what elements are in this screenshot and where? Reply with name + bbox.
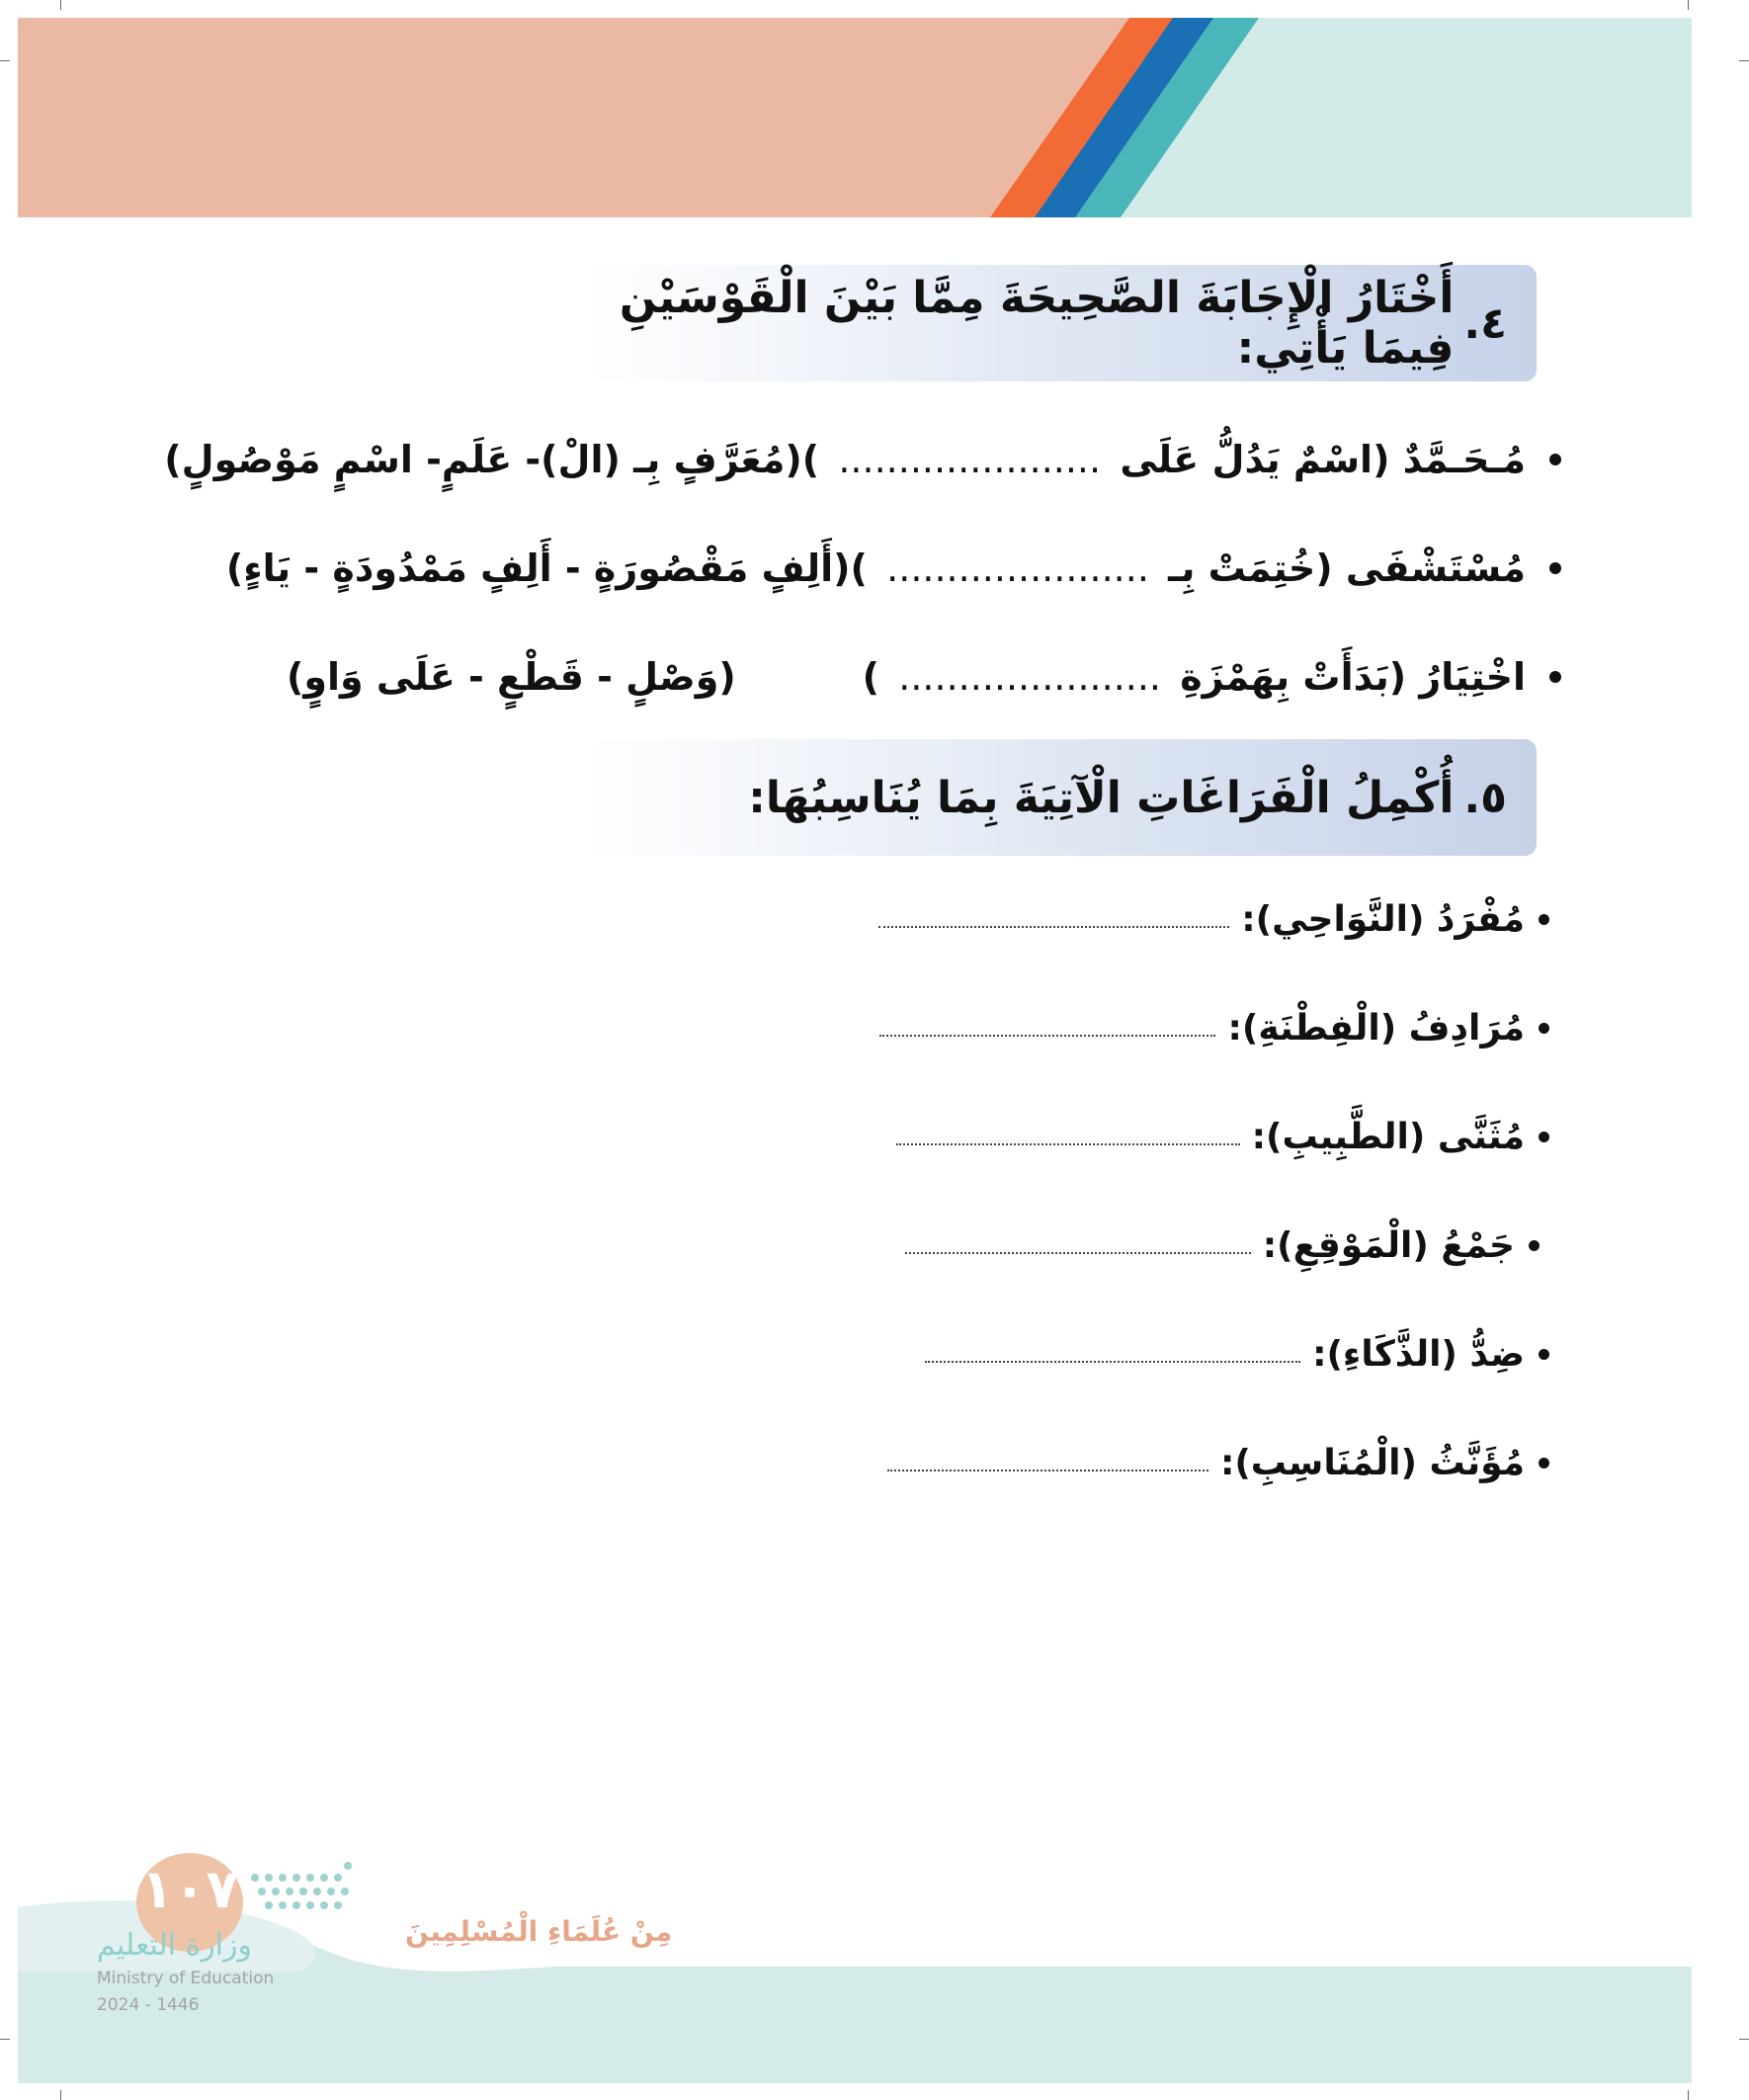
page-number: ١٠٧ <box>140 1858 239 1920</box>
answer-line[interactable] <box>925 1361 1300 1363</box>
trim-mark <box>1688 0 1689 10</box>
series-title: مِنْ عُلَمَاءِ الْمُسْلِمِينَ <box>405 1915 673 1948</box>
exercise-5-item <box>905 1211 1540 1280</box>
ministry-name-arabic: وزارة التعليم <box>97 1928 253 1963</box>
close-paren: ) <box>801 438 820 481</box>
answer-blank[interactable]: ...................... <box>838 438 1102 481</box>
question-text <box>802 438 1526 481</box>
exercise-5-title: أُكْمِلُ الْفَرَاغَاتِ الْآتِيَةَ بِمَا يُنَاسِبُهَا: <box>748 772 1455 823</box>
close-paren: ) <box>862 655 880 699</box>
answer-blank[interactable]: ...................... <box>886 546 1149 590</box>
answer-line[interactable] <box>905 1252 1251 1254</box>
fill-label: مُؤَنَّثُ (الْمُنَاسِبِ): <box>1219 1442 1525 1483</box>
bullet-icon <box>1529 1240 1540 1251</box>
question-stem: مُـحَـمَّدٌ (اسْمٌ يَدُلُّ عَلَى <box>1120 438 1526 481</box>
fill-label: مُثَنَّى (الطَّبِيبِ): <box>1251 1116 1525 1157</box>
trim-mark <box>60 0 61 10</box>
exercise-4-number: ٤. <box>1463 297 1507 349</box>
exercise-4-heading <box>588 265 1537 381</box>
bullet-icon <box>1539 1458 1549 1469</box>
bullet-icon <box>1549 562 1561 574</box>
answer-line[interactable] <box>896 1143 1240 1145</box>
exercise-4-title: أَخْتَارُ الْإِجَابَةَ الصَّحِيحَةَ مِمَّا بَيْنَ الْقَوْسَيْنِ فِيمَا يَأْتِي: <box>619 273 1455 374</box>
exercise-5-heading <box>588 739 1537 856</box>
exercise-4-item <box>227 529 1561 608</box>
bullet-icon <box>1539 1349 1549 1360</box>
question-stem: اخْتِيَارُ (بَدَأَتْ بِهَمْزَةِ <box>1180 655 1526 699</box>
answer-line[interactable] <box>878 926 1229 928</box>
fill-label: جَمْعُ (الْمَوْقِعِ): <box>1262 1224 1515 1266</box>
exercise-4-item <box>164 420 1561 499</box>
ministry-dots-icon <box>251 1862 352 1909</box>
close-paren: ) <box>850 546 868 590</box>
exercise-5-item <box>925 1319 1549 1388</box>
answer-blank[interactable]: ...................... <box>898 655 1162 699</box>
answer-line[interactable] <box>887 1470 1208 1471</box>
answer-choices: (أَلِفٍ مَقْصُورَةٍ - أَلِفٍ مَمْدُودَةٍ - يَاءٍ) <box>225 546 851 590</box>
edition-year: 2024 - 1446 <box>97 1995 200 2015</box>
ministry-name-english: Ministry of Education <box>97 1969 275 1988</box>
bullet-icon <box>1539 1023 1549 1034</box>
exercise-5-number: ٥. <box>1463 772 1507 823</box>
trim-mark <box>60 2090 61 2100</box>
exercise-5-item <box>887 1428 1549 1497</box>
question-text <box>851 546 1526 590</box>
trim-mark <box>1739 2039 1749 2040</box>
answer-choices: (وَصْلٍ - قَطْعٍ - عَلَى وَاوٍ) <box>287 655 736 699</box>
exercise-4-item <box>227 637 1561 716</box>
exercise-5-item <box>879 993 1549 1062</box>
trim-mark <box>0 2039 10 2040</box>
trim-mark <box>0 60 10 61</box>
bullet-icon <box>1539 1132 1549 1142</box>
question-text <box>863 655 1526 699</box>
fill-label: ضِدُّ (الذَّكَاءِ): <box>1312 1333 1525 1375</box>
trim-mark <box>1739 60 1749 61</box>
bullet-icon <box>1549 454 1561 465</box>
answer-line[interactable] <box>879 1035 1215 1037</box>
exercise-5-item <box>878 884 1549 954</box>
bullet-icon <box>1539 914 1549 925</box>
exercise-5-item <box>896 1102 1549 1171</box>
bullet-icon <box>1549 671 1561 683</box>
trim-mark <box>1688 2090 1689 2100</box>
question-stem: مُسْتَشْفَى (خُتِمَتْ بِـ <box>1168 546 1526 590</box>
fill-label: مُفْرَدُ (النَّوَاحِي): <box>1241 898 1525 940</box>
fill-label: مُرَادِفُ (الْفِطْنَةِ): <box>1227 1007 1525 1049</box>
answer-choices: (مُعَرَّفٍ بِـ (الْ)- عَلَمٍ- اسْمٍ مَوْصُولٍ) <box>164 438 802 481</box>
